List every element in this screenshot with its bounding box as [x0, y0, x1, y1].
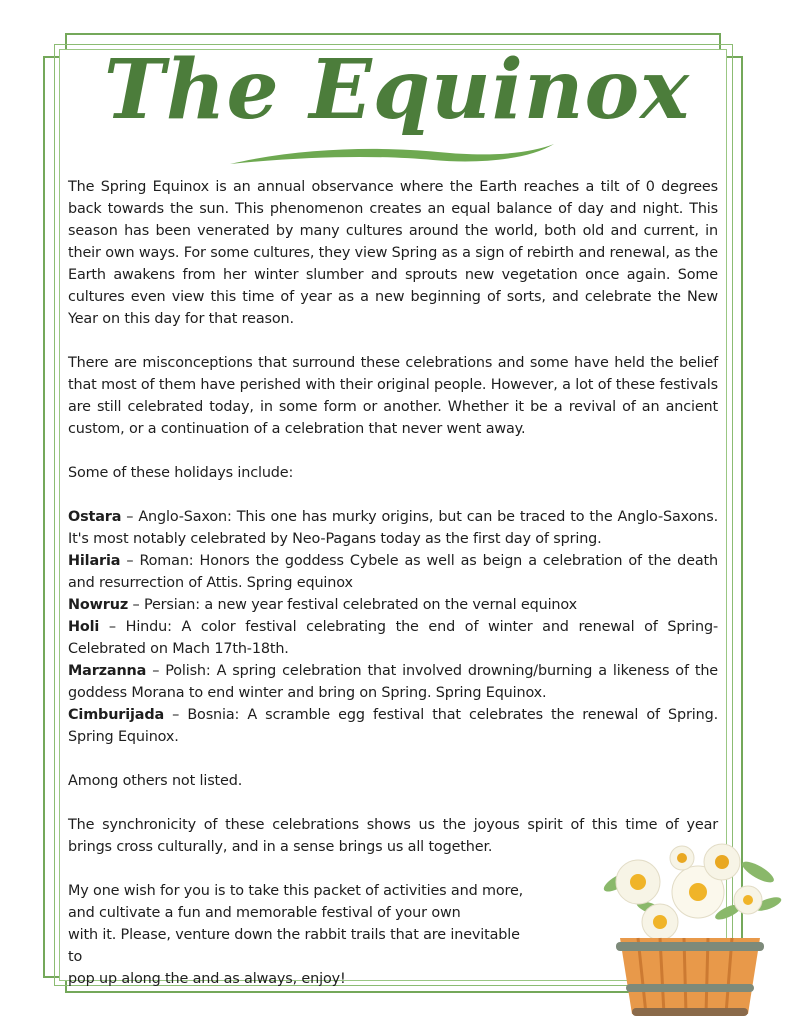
- wish-line: with it. Please, venture down the rabbit trails that are inevitable to: [68, 927, 520, 965]
- wish-line: My one wish for you is to take this packet of activities and more,: [68, 883, 524, 899]
- wooden-basket-icon: [616, 938, 764, 1016]
- others-note: Among others not listed.: [68, 773, 243, 789]
- holiday-name: Marzanna: [68, 663, 147, 679]
- list-item: [68, 704, 718, 748]
- list-item: [68, 594, 718, 616]
- holiday-description: – Bosnia: A scramble egg festival that celebrates the renewal of Spring. Spring Equinox.: [68, 707, 718, 745]
- synchronicity-paragraph: The synchronicity of these celebrations shows us the joyous spirit of this time of year brings cross culturally, and in a sense brings us all together.: [68, 817, 718, 855]
- misconceptions-paragraph: There are misconceptions that surround these celebrations and some have held the belief that most of them have perished with their original people. However, a lot of these festivals are still celebrated today, in some form or another. Whether it be a revival of an ancient custom, or a continuation of a celebration that never went away.: [68, 355, 718, 437]
- holiday-description: – Polish: A spring celebration that involved drowning/burning a likeness of the goddess Morana to end winter and bring on Spring. Spring Equinox.: [68, 663, 718, 701]
- holiday-name: Ostara: [68, 509, 122, 525]
- holiday-name: Holi: [68, 619, 100, 635]
- list-item: [68, 616, 718, 660]
- page-title: The Equinox: [103, 42, 691, 138]
- holiday-description: – Roman: Honors the goddess Cybele as well as beign a celebration of the death and resurrection of Attis. Spring equinox: [68, 553, 718, 591]
- daisy-flowers-icon: [616, 844, 762, 940]
- title-swash-ornament: [228, 138, 558, 170]
- holiday-description: – Persian: a new year festival celebrated on the vernal equinox: [128, 597, 577, 613]
- list-item: [68, 550, 718, 594]
- closing-wish: [68, 880, 528, 990]
- holiday-description: – Hindu: A color festival celebrating the end of winter and renewal of Spring- Celebrated on Mach 17th-18th.: [68, 619, 718, 657]
- intro-paragraph: The Spring Equinox is an annual observance where the Earth reaches a tilt of 0 degrees back towards the sun. This phenomenon creates an equal balance of day and night. This season has been venerated by many cultures around the world, both old and current, in their own ways. For some cultures, they view Spring as a sign of rebirth and renewal, as the Earth awakens from her winter slumber and sprouts new vegetation once again. Some cultures even view this time of year as a new beginning of sorts, and celebrate the New Year on this day for that reason.: [68, 179, 718, 327]
- flower-basket-illustration: [598, 842, 783, 1020]
- list-item: [68, 660, 718, 704]
- wish-line: and cultivate a fun and memorable festival of your own: [68, 905, 461, 921]
- holiday-name: Cimburijada: [68, 707, 165, 723]
- holiday-name: Nowruz: [68, 597, 129, 613]
- wish-line: pop up along the and as always, enjoy!: [68, 971, 346, 987]
- holiday-name: Hilaria: [68, 553, 121, 569]
- holiday-description: – Anglo-Saxon: This one has murky origins, but can be traced to the Anglo-Saxons. It's most notably celebrated by Neo-Pagans today as the first day of spring.: [68, 509, 718, 547]
- holidays-lead-in: Some of these holidays include:: [68, 465, 294, 481]
- list-item: [68, 506, 718, 550]
- holiday-list: [68, 506, 718, 748]
